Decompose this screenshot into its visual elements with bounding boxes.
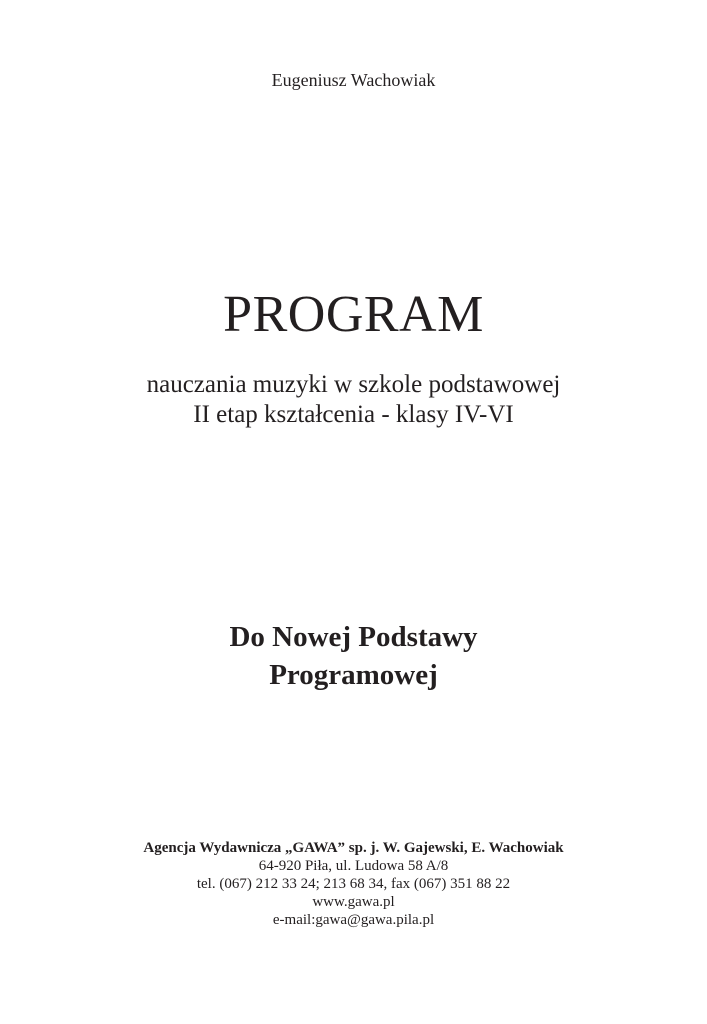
publisher-name: Agencja Wydawnicza „GAWA” sp. j. W. Gajewski, E. Wachowiak (143, 840, 564, 856)
publisher-address: 64-920 Piła, ul. Ludowa 58 A/8 (258, 858, 449, 874)
subtitle-line-1: nauczania muzyki w szkole podstawowej (146, 371, 561, 398)
author-name: Eugeniusz Wachowiak (271, 70, 436, 90)
highlight-line-2: Programowej (269, 659, 438, 691)
highlight-line-1: Do Nowej Podstawy (229, 621, 478, 653)
document-title: PROGRAM (223, 286, 484, 343)
subtitle-line-2: II etap kształcenia - klasy IV-VI (193, 401, 514, 428)
publisher-phone: tel. (067) 212 33 24; 213 68 34, fax (067) 351 88 22 (196, 876, 511, 892)
publisher-email: e-mail:gawa@gawa.pila.pl (272, 912, 435, 928)
publisher-website: www.gawa.pl (312, 894, 395, 910)
